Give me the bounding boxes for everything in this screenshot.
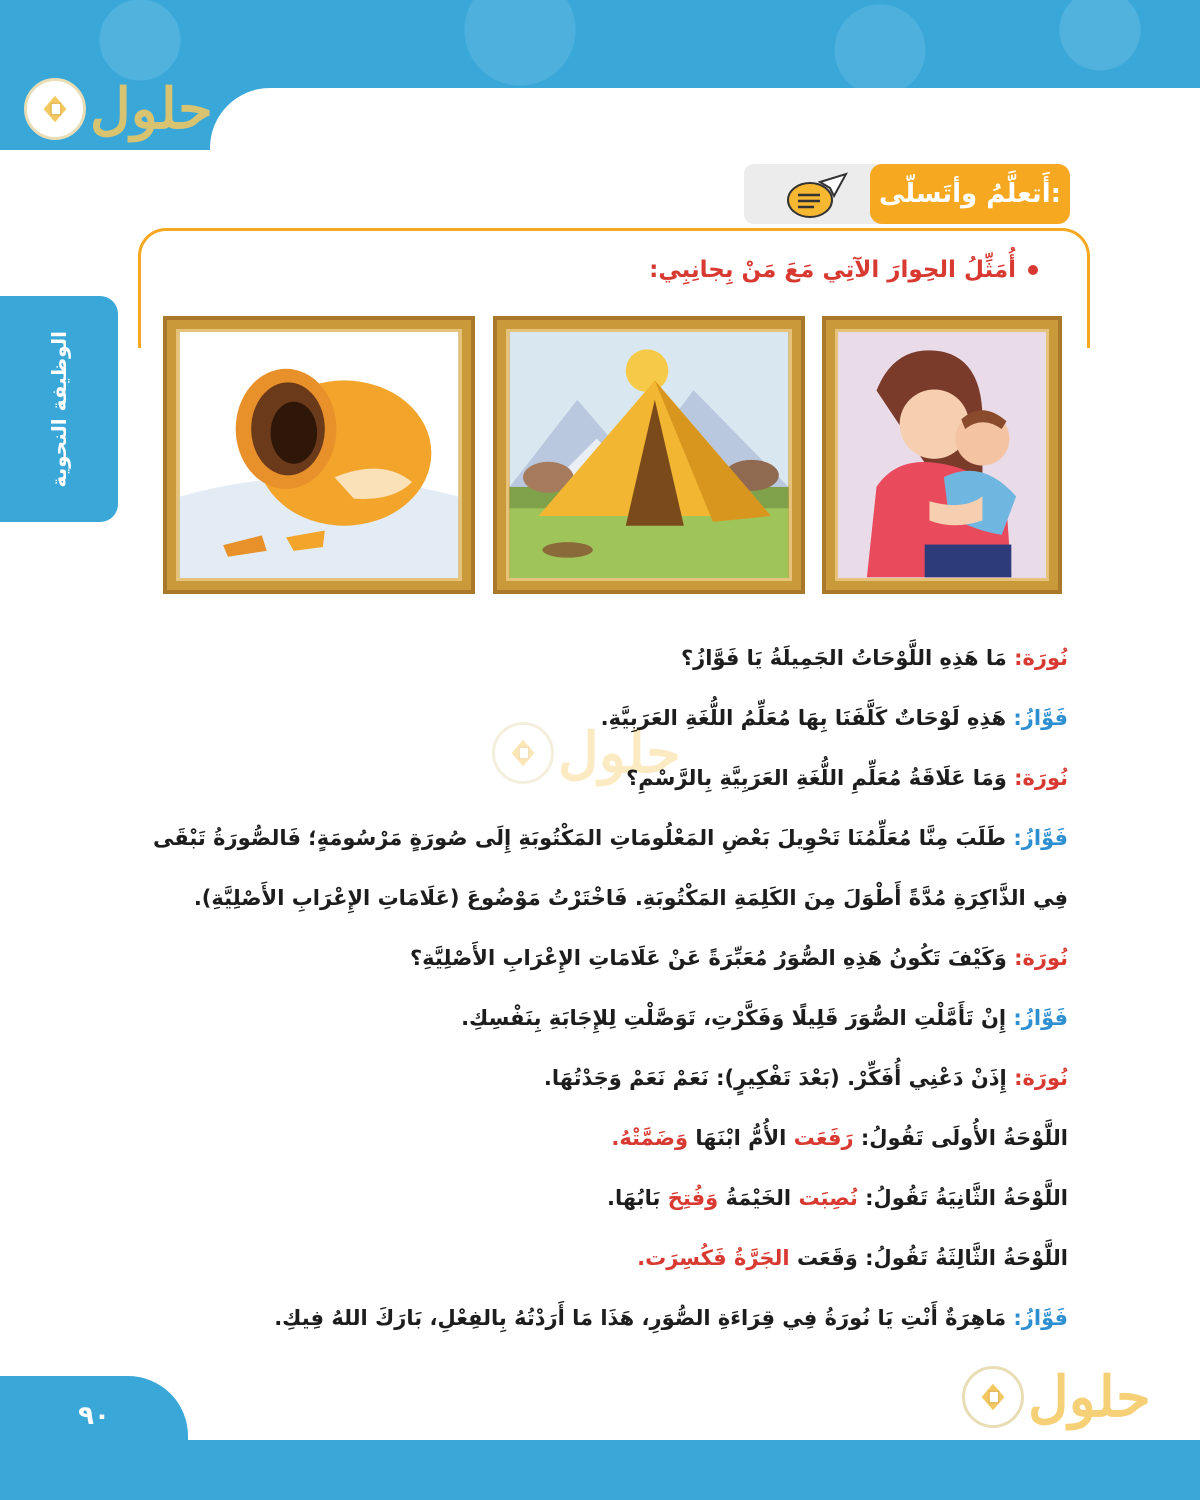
brand-logo: [24, 78, 213, 140]
bullet-icon: [1028, 265, 1038, 275]
dialogue-line: [128, 988, 1068, 1048]
picture-tent: [493, 316, 805, 594]
dialogue-line-closing: [128, 1288, 1068, 1348]
page-number: ٩٠: [78, 1401, 110, 1431]
book-emblem-icon: [962, 1366, 1024, 1428]
speaker-noura: نُورَة:: [1014, 646, 1068, 670]
board-highlight: وَفُتِحَ: [667, 1186, 719, 1210]
board-highlight: نُصِبَت: [798, 1186, 858, 1210]
broken-jar-illustration: [179, 332, 459, 578]
section-header: [744, 164, 1070, 224]
book-emblem-icon: [24, 78, 86, 140]
board-prefix: اللَّوْحَةُ الثَّانِيَةُ تَقُولُ:: [857, 1186, 1068, 1210]
dialogue-line: [128, 808, 1068, 868]
speaker-fawwaz: فَوَّازُ:: [1013, 706, 1068, 730]
board-prefix: اللَّوْحَةُ الأُولَى تَقُولُ:: [853, 1126, 1068, 1150]
dialogue: [128, 628, 1068, 1348]
board-line-second: [128, 1168, 1068, 1228]
instruction-text: أُمَثِّلُ الحِوارَ الآتِي مَعَ مَنْ بِجانِبِي:: [649, 257, 1016, 283]
board-highlight: .: [637, 1246, 646, 1270]
speaker-fawwaz: فَوَّازُ:: [1013, 1306, 1068, 1330]
board-text: الخَيْمَةُ: [718, 1186, 799, 1210]
board-prefix: اللَّوْحَةُ الثَّالِثَةُ تَقُولُ:: [857, 1246, 1068, 1270]
tent-illustration: [509, 332, 789, 578]
board-line-first: [128, 1108, 1068, 1168]
board-highlight: .: [611, 1126, 620, 1150]
mother-child-illustration: [838, 332, 1046, 578]
section-title: أَتعلَّمُ وأتَسلّى:: [870, 164, 1070, 224]
speaker-noura: نُورَة:: [1014, 1066, 1068, 1090]
footer-logo-text: حلول: [1028, 1364, 1151, 1430]
page-number-tab: [0, 1376, 188, 1456]
chapter-side-tab-label: الوظيفة النحوية: [47, 330, 71, 488]
dialogue-line: [128, 1048, 1068, 1108]
dialogue-text: هَذِهِ لَوْحَاتٌ كَلَّفَنَا بِهَا مُعَلِّمُ اللُّغَةِ العَرَبِيَّةِ.: [600, 706, 1007, 730]
dialogue-text: فِي الذَّاكِرَةِ مُدَّةً أَطْوَلَ مِنَ الكَلِمَةِ المَكْتُوبَةِ. فَاخْتَرْتُ مَوْضُوعَ (عَلَامَاتِ الإِعْرَابِ الأَصْلِيَّةِ).: [193, 886, 1068, 910]
board-highlight: الجَرَّةُ فَكُسِرَت: [645, 1246, 790, 1270]
dialogue-text: طَلَبَ مِنَّا مُعَلِّمُنَا تَحْوِيلَ بَعْضِ المَعْلُومَاتِ المَكْتُوبَةِ إِلَى صُورَةٍ مَرْسُومَةٍ؛ فَالصُّورَةُ تَبْقَى: [152, 826, 1007, 850]
brand-logo-text: حلول: [90, 76, 213, 142]
dialogue-line-continued: [128, 868, 1068, 928]
speaker-noura: نُورَة:: [1014, 766, 1068, 790]
speaker-fawwaz: فَوَّازُ:: [1013, 826, 1068, 850]
dialogue-line: [128, 688, 1068, 748]
board-text: وَقَعَت: [789, 1246, 858, 1270]
dialogue-line: [128, 628, 1068, 688]
top-banner-cutout: [210, 88, 1200, 150]
dialogue-text: إِذَنْ دَعْنِي أُفَكِّرْ. (بَعْدَ تَفْكِيرٍ): نَعَمْ نَعَمْ وَجَدْتُهَا.: [543, 1066, 1007, 1090]
board-highlight: رَفَعَت: [793, 1126, 854, 1150]
dialogue-line: [128, 748, 1068, 808]
dialogue-line: [128, 928, 1068, 988]
footer-logo: [962, 1366, 1151, 1428]
picture-mother-child: [822, 316, 1062, 594]
board-text: بَابُهَا.: [607, 1186, 668, 1210]
dialogue-text: وَمَا عَلَاقَةُ مُعَلِّمِ اللُّغَةِ العَرَبِيَّةِ بِالرَّسْمِ؟: [626, 766, 1007, 790]
chat-paper-plane-icon: [784, 170, 848, 220]
dialogue-text: إِنْ تَأَمَّلْتِ الصُّوَرَ قَلِيلًا وَفَكَّرْتِ، تَوَصَّلْتِ لِلإِجَابَةِ بِنَفْسِكِ.: [461, 1006, 1007, 1030]
speaker-fawwaz: فَوَّازُ:: [1013, 1006, 1068, 1030]
watermark-logo-text: حلول: [558, 720, 681, 786]
dialogue-text: وَكَيْفَ تَكُونُ هَذِهِ الصُّوَرُ مُعَبِّرَةً عَنْ عَلَامَاتِ الإِعْرَابِ الأَصْلِيَّةِ؟: [409, 946, 1007, 970]
board-text: الأُمُّ ابْنَهَا: [688, 1126, 794, 1150]
picture-broken-jar: [163, 316, 475, 594]
board-line-third: [128, 1228, 1068, 1288]
board-highlight: وَضَمَّتْهُ: [619, 1126, 689, 1150]
dialogue-text: مَا هَذِهِ اللَّوْحَاتُ الجَمِيلَةُ يَا فَوَّازُ؟: [680, 646, 1007, 670]
speaker-noura: نُورَة:: [1014, 946, 1068, 970]
dialogue-text: مَاهِرَةٌ أَنْتِ يَا نُورَةُ فِي قِرَاءَةِ الصُّوَرِ، هَذَا مَا أَرَدْتُهُ بِالفِعْلِ، بَارَكَ اللهُ فِيكِ.: [274, 1306, 1007, 1330]
chapter-side-tab[interactable]: [0, 296, 118, 522]
activity-instruction: [649, 250, 1038, 290]
